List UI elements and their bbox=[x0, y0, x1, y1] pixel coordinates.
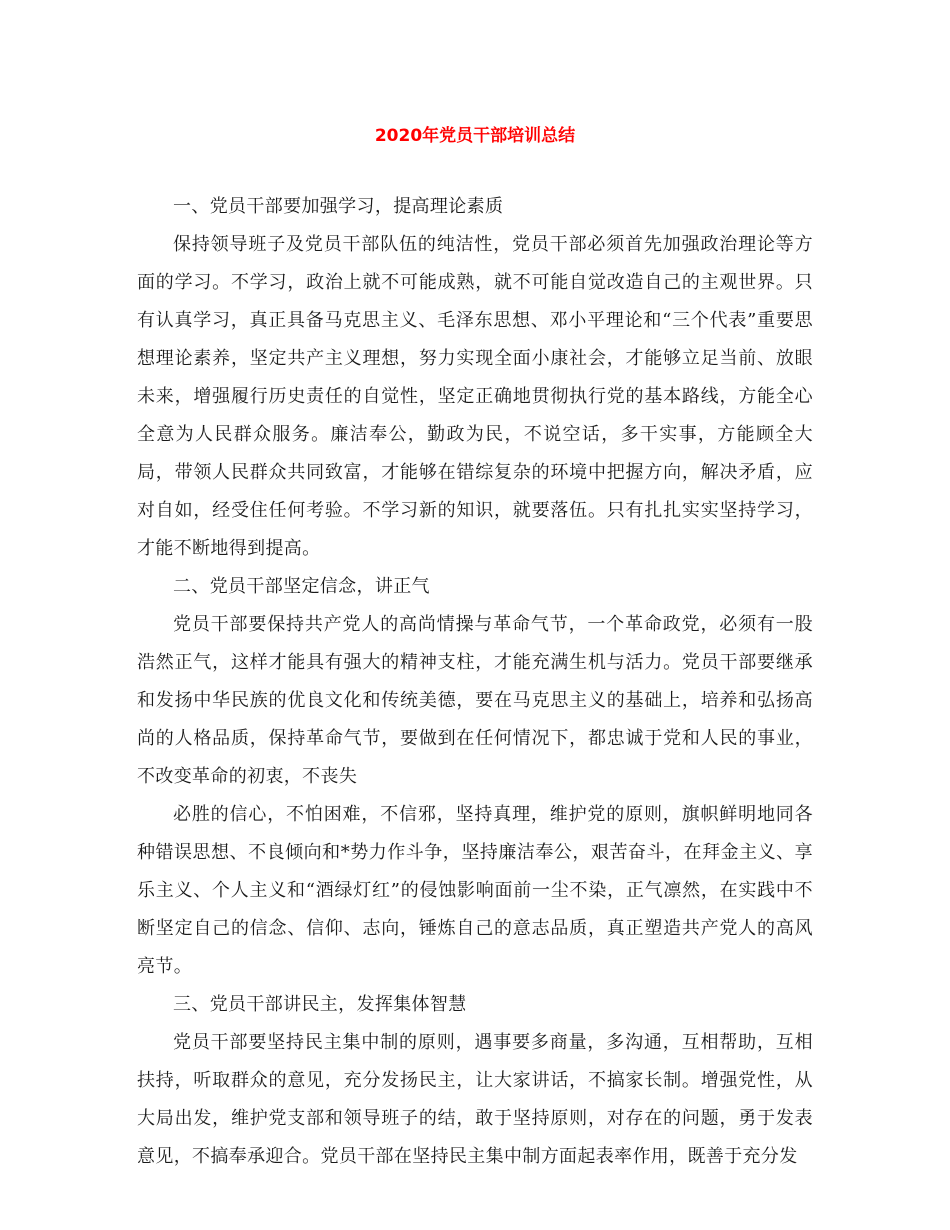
section-heading-3: 三、党员干部讲民主，发挥集体智慧 bbox=[173, 994, 467, 1015]
section-heading-2: 二、党员干部坚定信念，讲正气 bbox=[173, 576, 430, 597]
document-body bbox=[137, 188, 813, 1176]
section-heading-1: 一、党员干部要加强学习，提高理论素质 bbox=[173, 196, 504, 217]
body-paragraph: 党员干部要坚持民主集中制的原则，遇事要多商量，多沟通，互相帮助，互相扶持，听取群众的意见，充分发扬民主，让大家讲话，不搞家长制。增强党性，从大局出发，维护党支部和领导班子的结，敢于坚持原则，对存在的问题，勇于发表意见，不搞奉承迎合。党员干部在坚持民主集中制方面起表率作用，既善于充分发 bbox=[137, 1032, 813, 1167]
body-paragraph: 必胜的信心，不怕困难，不信邪，坚持真理，维护党的原则，旗帜鲜明地同各种错误思想、不良倾向和*势力作斗争，坚持廉洁奉公，艰苦奋斗，在拜金主义、享乐主义、个人主义和“酒绿灯红”的侵蚀影响面前一尘不染，正气凛然，在实践中不断坚定自己的信念、信仰、志向，锤炼自己的意志品质，真正塑造共产党人的高风亮节。 bbox=[137, 804, 813, 977]
body-paragraph: 保持领导班子及党员干部队伍的纯洁性，党员干部必须首先加强政治理论等方面的学习。不学习，政治上就不可能成熟，就不可能自觉改造自己的主观世界。只有认真学习，真正具备马克思主义、毛泽东思想、邓小平理论和“三个代表”重要思想理论素养，坚定共产主义理想，努力实现全面小康社会，才能够立足当前、放眼未来，增强履行历史责任的自觉性，坚定正确地贯彻执行党的基本路线，方能全心全意为人民群众服务。廉洁奉公，勤政为民，不说空话，多干实事，方能顾全大局，带领人民群众共同致富，才能够在错综复杂的环境中把握方向，解决矛盾，应对自如，经受住任何考验。不学习新的知识，就要落伍。只有扎扎实实坚持学习，才能不断地得到提高。 bbox=[137, 234, 813, 559]
body-paragraph: 党员干部要保持共产党人的高尚情操与革命气节，一个革命政党，必须有一股浩然正气，这样才能具有强大的精神支柱，才能充满生机与活力。党员干部要继承和发扬中华民族的优良文化和传统美德，要在马克思主义的基础上，培养和弘扬高尚的人格品质，保持革命气节，要做到在任何情况下，都忠诚于党和人民的事业，不改变革命的初衷，不丧失 bbox=[137, 614, 813, 787]
document-title: 2020年党员干部培训总结 bbox=[374, 126, 576, 146]
